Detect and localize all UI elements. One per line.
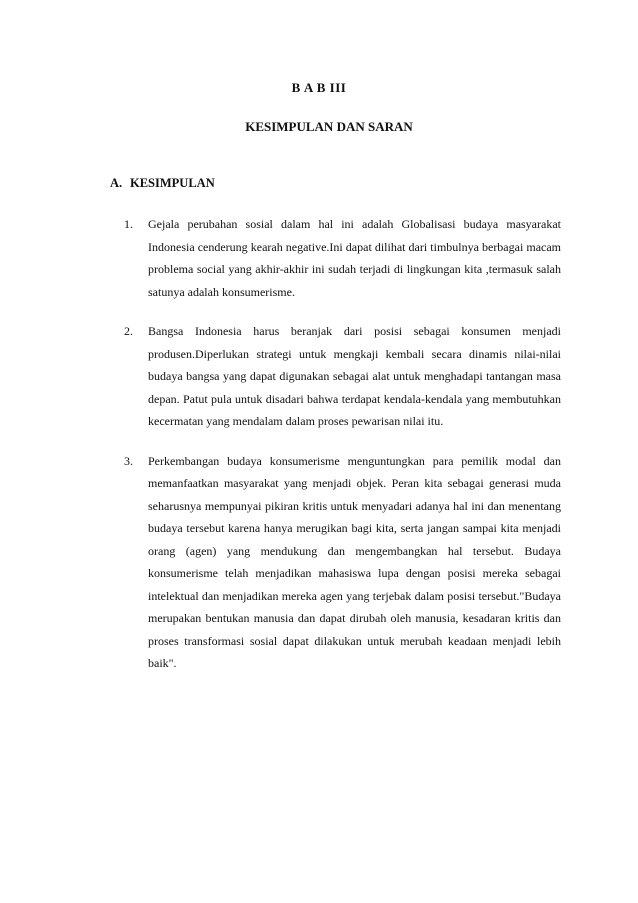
item-text: Gejala perubahan sosial dalam hal ini adalah Globalisasi budaya masyarakat Indonesia cenderung kearah negative.Ini dapat dilihat dari timbulnya berbagai macam problema social yang akhir-akhir ini sudah terjadi di lingkungan kita ,termasuk salah satunya adalah konsumerisme. xyxy=(148,217,561,299)
item-number: 2. xyxy=(124,324,133,338)
chapter-title: KESIMPULAN DAN SARAN xyxy=(245,119,413,134)
list-item xyxy=(124,213,561,303)
item-text: Perkembangan budaya konsumerisme menguntungkan para pemilik modal dan memanfaatkan masyarakat yang menjadi objek. Peran kita sebagai generasi muda seharusnya mempunyai pikiran kritis untuk menyadari adanya hal ini dan menentang budaya tersebut karena hanya merugikan bagi kita, serta jangan sampai kita menjadi orang (agen) yang mendukung dan mengembangkan hal tersebut. Budaya konsumerisme telah menjadikan mahasiswa lupa dengan posisi mereka sebagai intelektual dan menjadikan mereka agen yang terjebak dalam posisi tersebut."Budaya merupakan bentukan manusia dan dapat dirubah oleh manusia, kesadaran kritis dan proses transformasi sosial dapat dilakukan untuk merubah keadaan menjadi lebih baik". xyxy=(148,453,561,670)
section-letter: A. xyxy=(110,176,123,190)
item-number: 1. xyxy=(124,217,133,231)
section-heading xyxy=(110,176,215,191)
list-item xyxy=(124,320,561,433)
chapter-number: B A B III xyxy=(291,80,347,95)
item-text: Bangsa Indonesia harus beranjak dari posisi sebagai konsumen menjadi produsen.Diperlukan strategi untuk mengkaji kembali secara dinamis nilai-nilai budaya bangsa yang dapat digunakan sebagai alat untuk menghadapi tantangan masa depan. Patut pula untuk disadari bahwa terdapat kendala-kendala yang membutuhkan kecermatan yang mendalam dalam proses pewarisan nilai itu. xyxy=(148,324,561,428)
list-item xyxy=(124,450,561,675)
section-title: KESIMPULAN xyxy=(130,176,215,190)
item-number: 3. xyxy=(124,453,133,468)
conclusion-list xyxy=(124,213,561,675)
